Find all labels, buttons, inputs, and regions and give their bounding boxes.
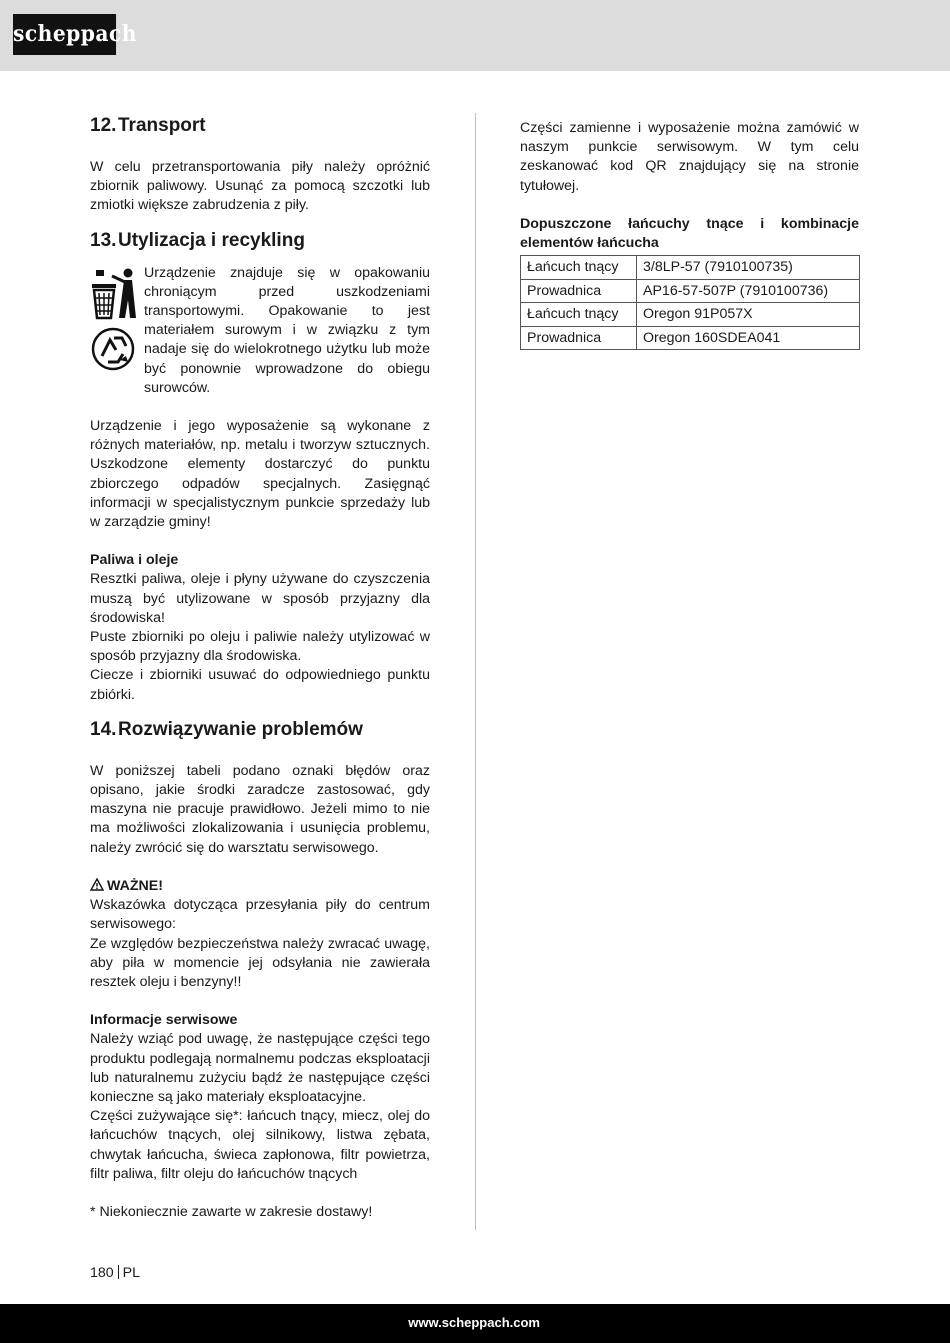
section-14-text: W poniższej tabeli podano oznaki błędów oraz opisano, jakie środki zaradcze zastosować, gdy maszyna nie pracuje prawidłowo. Jeżeli mimo to nie ma możliwości zlokalizowania i usunięcia problemu, należy zwrócić się do warsztatu serwisowego. — [90, 762, 430, 856]
warning-text-2: Ze względów bezpieczeństwa należy zwracać uwagę, aby piła w momencie jej odsyłania nie zawierała resztek oleju i benzyny!! — [90, 935, 430, 990]
recycling-text: Urządzenie znajduje się w opakowaniu chroniącym przed uszkodzeniami transportowymi. Opakowanie to jest materiałem surowym i w związku z tym nadaje się do wielokrotnego użytku lub może być ponownie wprowadzone do obiegu surowców. — [144, 264, 430, 396]
footnote: * Niekoniecznie zawarte w zakresie dostawy! — [90, 1203, 373, 1220]
warning-heading: WAŻNE! — [90, 877, 430, 896]
recycling-icon — [90, 326, 136, 372]
service-text-1: Należy wziąć pod uwagę, że następujące części tego produktu podlegają normalnemu podczas eksploatacji lub naturalnemu zużyciu bądź że następujące części konieczne są jako materiały eksploatacyjne. — [90, 1031, 430, 1105]
chain-table — [520, 255, 860, 350]
table-row: Prowadnica Oregon 160SDEA041 — [521, 326, 860, 350]
right-column — [520, 119, 859, 350]
fuel-text-2: Puste zbiorniki po oleju i paliwie należy utylizować w sposób przyjazny dla środowiska. — [90, 629, 430, 665]
page-footer — [0, 1304, 950, 1343]
left-column — [90, 113, 430, 1222]
waste-bin-icon — [90, 264, 138, 320]
page-number: 180 PL — [90, 1265, 141, 1281]
fuel-text-3: Ciecze i zbiorniki usuwać do odpowiedniego punktu zbiórki. — [90, 667, 430, 703]
brand-logo: scheppach — [13, 14, 116, 55]
spare-parts-intro: Części zamienne i wyposażenie można zamówić w naszym punkcie serwisowym. W tym celu zeskanować kod QR znajdujący się na stronie tytułowej. — [520, 120, 859, 194]
fuel-heading: Paliwa i oleje — [90, 552, 179, 569]
section-12-text: W celu przetransportowania piły należy opróżnić zbiornik paliwowy. Usunąć za pomocą szczotki lub zmiotki większe zabrudzenia z piły. — [90, 159, 430, 214]
fuel-text-1: Resztki paliwa, oleje i płyny używane do czyszczenia muszą być utylizowane w sposób przyjazny dla środowiska! — [90, 571, 430, 626]
table-row: Prowadnica AP16-57-507P (7910100736) — [521, 279, 860, 303]
website-link[interactable]: www.scheppach.com — [408, 1315, 540, 1330]
column-divider — [475, 113, 476, 1230]
recycling-notice — [90, 264, 430, 398]
table-row: Łańcuch tnący 3/8LP-57 (7910100735) — [521, 256, 860, 280]
service-text-2: Części zużywające się*: łańcuch tnący, miecz, olej do łańcuchów tnących, olej silnikowy, listwa zębata, chwytak łańcucha, świeca zapłonowa, filtr powietrza, filtr paliwa, filtr oleju do łańcuchów tnących — [90, 1108, 430, 1182]
section-12-heading: 12.Transport — [90, 115, 206, 136]
warning-text-1: Wskazówka dotycząca przesyłania piły do centrum serwisowego: — [90, 897, 430, 933]
section-13-heading: 13.Utylizacja i recykling — [90, 229, 305, 251]
page-header — [0, 0, 950, 71]
section-13-text: Urządzenie i jego wyposażenie są wykonane z różnych materiałów, np. metalu i tworzyw sztucznych. Uszkodzone elementy dostarczyć do punktu zbiorczego odpadów specjalnych. Zasięgnąć informacji w specjalistycznym punkcie sprzedaży lub w zarządzie gminy! — [90, 418, 430, 531]
table-row: Łańcuch tnący Oregon 91P057X — [521, 303, 860, 327]
section-14-heading: 14.Rozwiązywanie problemów — [90, 718, 363, 740]
service-heading: Informacje serwisowe — [90, 1012, 238, 1029]
warning-icon — [90, 878, 104, 891]
chain-table-heading: Dopuszczone łańcuchy tnące i kombinacje elementów łańcucha — [520, 215, 859, 252]
